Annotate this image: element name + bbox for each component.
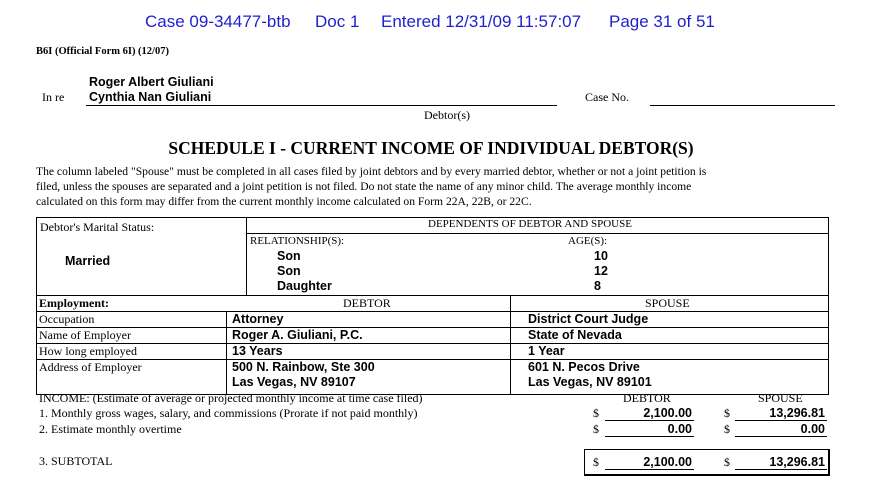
subtotal-label: 3. SUBTOTAL xyxy=(39,454,113,468)
income-spouse-header: SPOUSE xyxy=(758,391,803,405)
marital-status-value: Married xyxy=(65,254,111,268)
debtor-name-1: Roger Albert Giuliani xyxy=(89,75,214,89)
debtor-occupation: Attorney xyxy=(232,312,284,326)
dependent-relationship: Daughter xyxy=(277,279,332,293)
status-employment-box xyxy=(36,217,829,395)
employment-spouse-header: SPOUSE xyxy=(645,296,690,310)
dependent-age: 12 xyxy=(594,264,608,278)
employment-row-label: Address of Employer xyxy=(39,360,142,374)
income-line-label: 1. Monthly gross wages, salary, and commissions (Prorate if not paid monthly) xyxy=(39,406,418,420)
debtor-subtotal: 2,100.00 xyxy=(643,455,692,469)
dependent-relationship: Son xyxy=(277,264,301,278)
debtor-name-2: Cynthia Nan Giuliani xyxy=(89,90,212,104)
age-label: AGE(S): xyxy=(568,235,608,247)
debtor-address-line-1: 500 N. Rainbow, Ste 300 xyxy=(232,360,375,374)
spouse-gross-wages: 13,296.81 xyxy=(769,406,825,420)
intro-line-3: calculated on this form may differ from the current monthly income calculated on Form 22A, 22B, or 22C. xyxy=(36,195,532,208)
marital-status-label: Debtor's Marital Status: xyxy=(40,220,155,234)
income-line-label: 2. Estimate monthly overtime xyxy=(39,422,182,436)
page-indicator: Page 31 of 51 xyxy=(609,12,715,31)
debtor-gross-wages: 2,100.00 xyxy=(643,406,692,420)
spouse-employer: State of Nevada xyxy=(528,328,622,342)
employment-label: Employment: xyxy=(39,296,109,310)
case-number: Case 09-34477-btb xyxy=(145,12,291,31)
employment-row-label: Name of Employer xyxy=(39,328,131,342)
dependents-header: DEPENDENTS OF DEBTOR AND SPOUSE xyxy=(428,218,632,230)
currency-symbol: $ xyxy=(724,422,730,436)
income-intro: INCOME: (Estimate of average or projected monthly income at time case filed) xyxy=(39,391,423,405)
debtor-overtime: 0.00 xyxy=(667,422,692,436)
currency-symbol: $ xyxy=(724,455,730,469)
intro-line-1: The column labeled "Spouse" must be completed in all cases filed by joint debtors and by every married debtor, whether or not a joint petition is xyxy=(36,165,707,178)
in-re-label: In re xyxy=(42,90,65,104)
case-no-label: Case No. xyxy=(585,90,629,104)
employment-debtor-header: DEBTOR xyxy=(343,296,391,310)
debtor-address-line-2: Las Vegas, NV 89107 xyxy=(232,375,356,389)
employment-row-label: How long employed xyxy=(39,344,137,358)
debtor-underline xyxy=(86,105,557,106)
debtors-caption: Debtor(s) xyxy=(424,108,470,122)
dependent-age: 10 xyxy=(594,249,608,263)
spouse-address-line-1: 601 N. Pecos Drive xyxy=(528,360,640,374)
spouse-duration: 1 Year xyxy=(528,344,565,358)
dependent-relationship: Son xyxy=(277,249,301,263)
dependent-age: 8 xyxy=(594,279,601,293)
currency-symbol: $ xyxy=(593,406,599,420)
debtor-duration: 13 Years xyxy=(232,344,283,358)
currency-symbol: $ xyxy=(593,455,599,469)
spouse-occupation: District Court Judge xyxy=(528,312,649,326)
doc-number: Doc 1 xyxy=(315,12,360,31)
entered-date: Entered 12/31/09 11:57:07 xyxy=(381,12,582,31)
schedule-title: SCHEDULE I - CURRENT INCOME OF INDIVIDUAL DEBTOR(S) xyxy=(168,138,694,158)
spouse-subtotal: 13,296.81 xyxy=(769,455,825,469)
employment-row-label: Occupation xyxy=(39,312,95,326)
income-debtor-header: DEBTOR xyxy=(623,391,671,405)
spouse-address-line-2: Las Vegas, NV 89101 xyxy=(528,375,652,389)
currency-symbol: $ xyxy=(724,406,730,420)
relationship-label: RELATIONSHIP(S): xyxy=(250,235,345,247)
currency-symbol: $ xyxy=(593,422,599,436)
case-no-underline xyxy=(650,105,835,106)
form-id: B6I (Official Form 6I) (12/07) xyxy=(36,46,169,57)
intro-line-2: filed, unless the spouses are separated and a joint petition is not filed. Do not state the name of any minor child. The average monthly income xyxy=(36,180,692,193)
debtor-employer: Roger A. Giuliani, P.C. xyxy=(232,328,363,342)
spouse-overtime: 0.00 xyxy=(800,422,825,436)
